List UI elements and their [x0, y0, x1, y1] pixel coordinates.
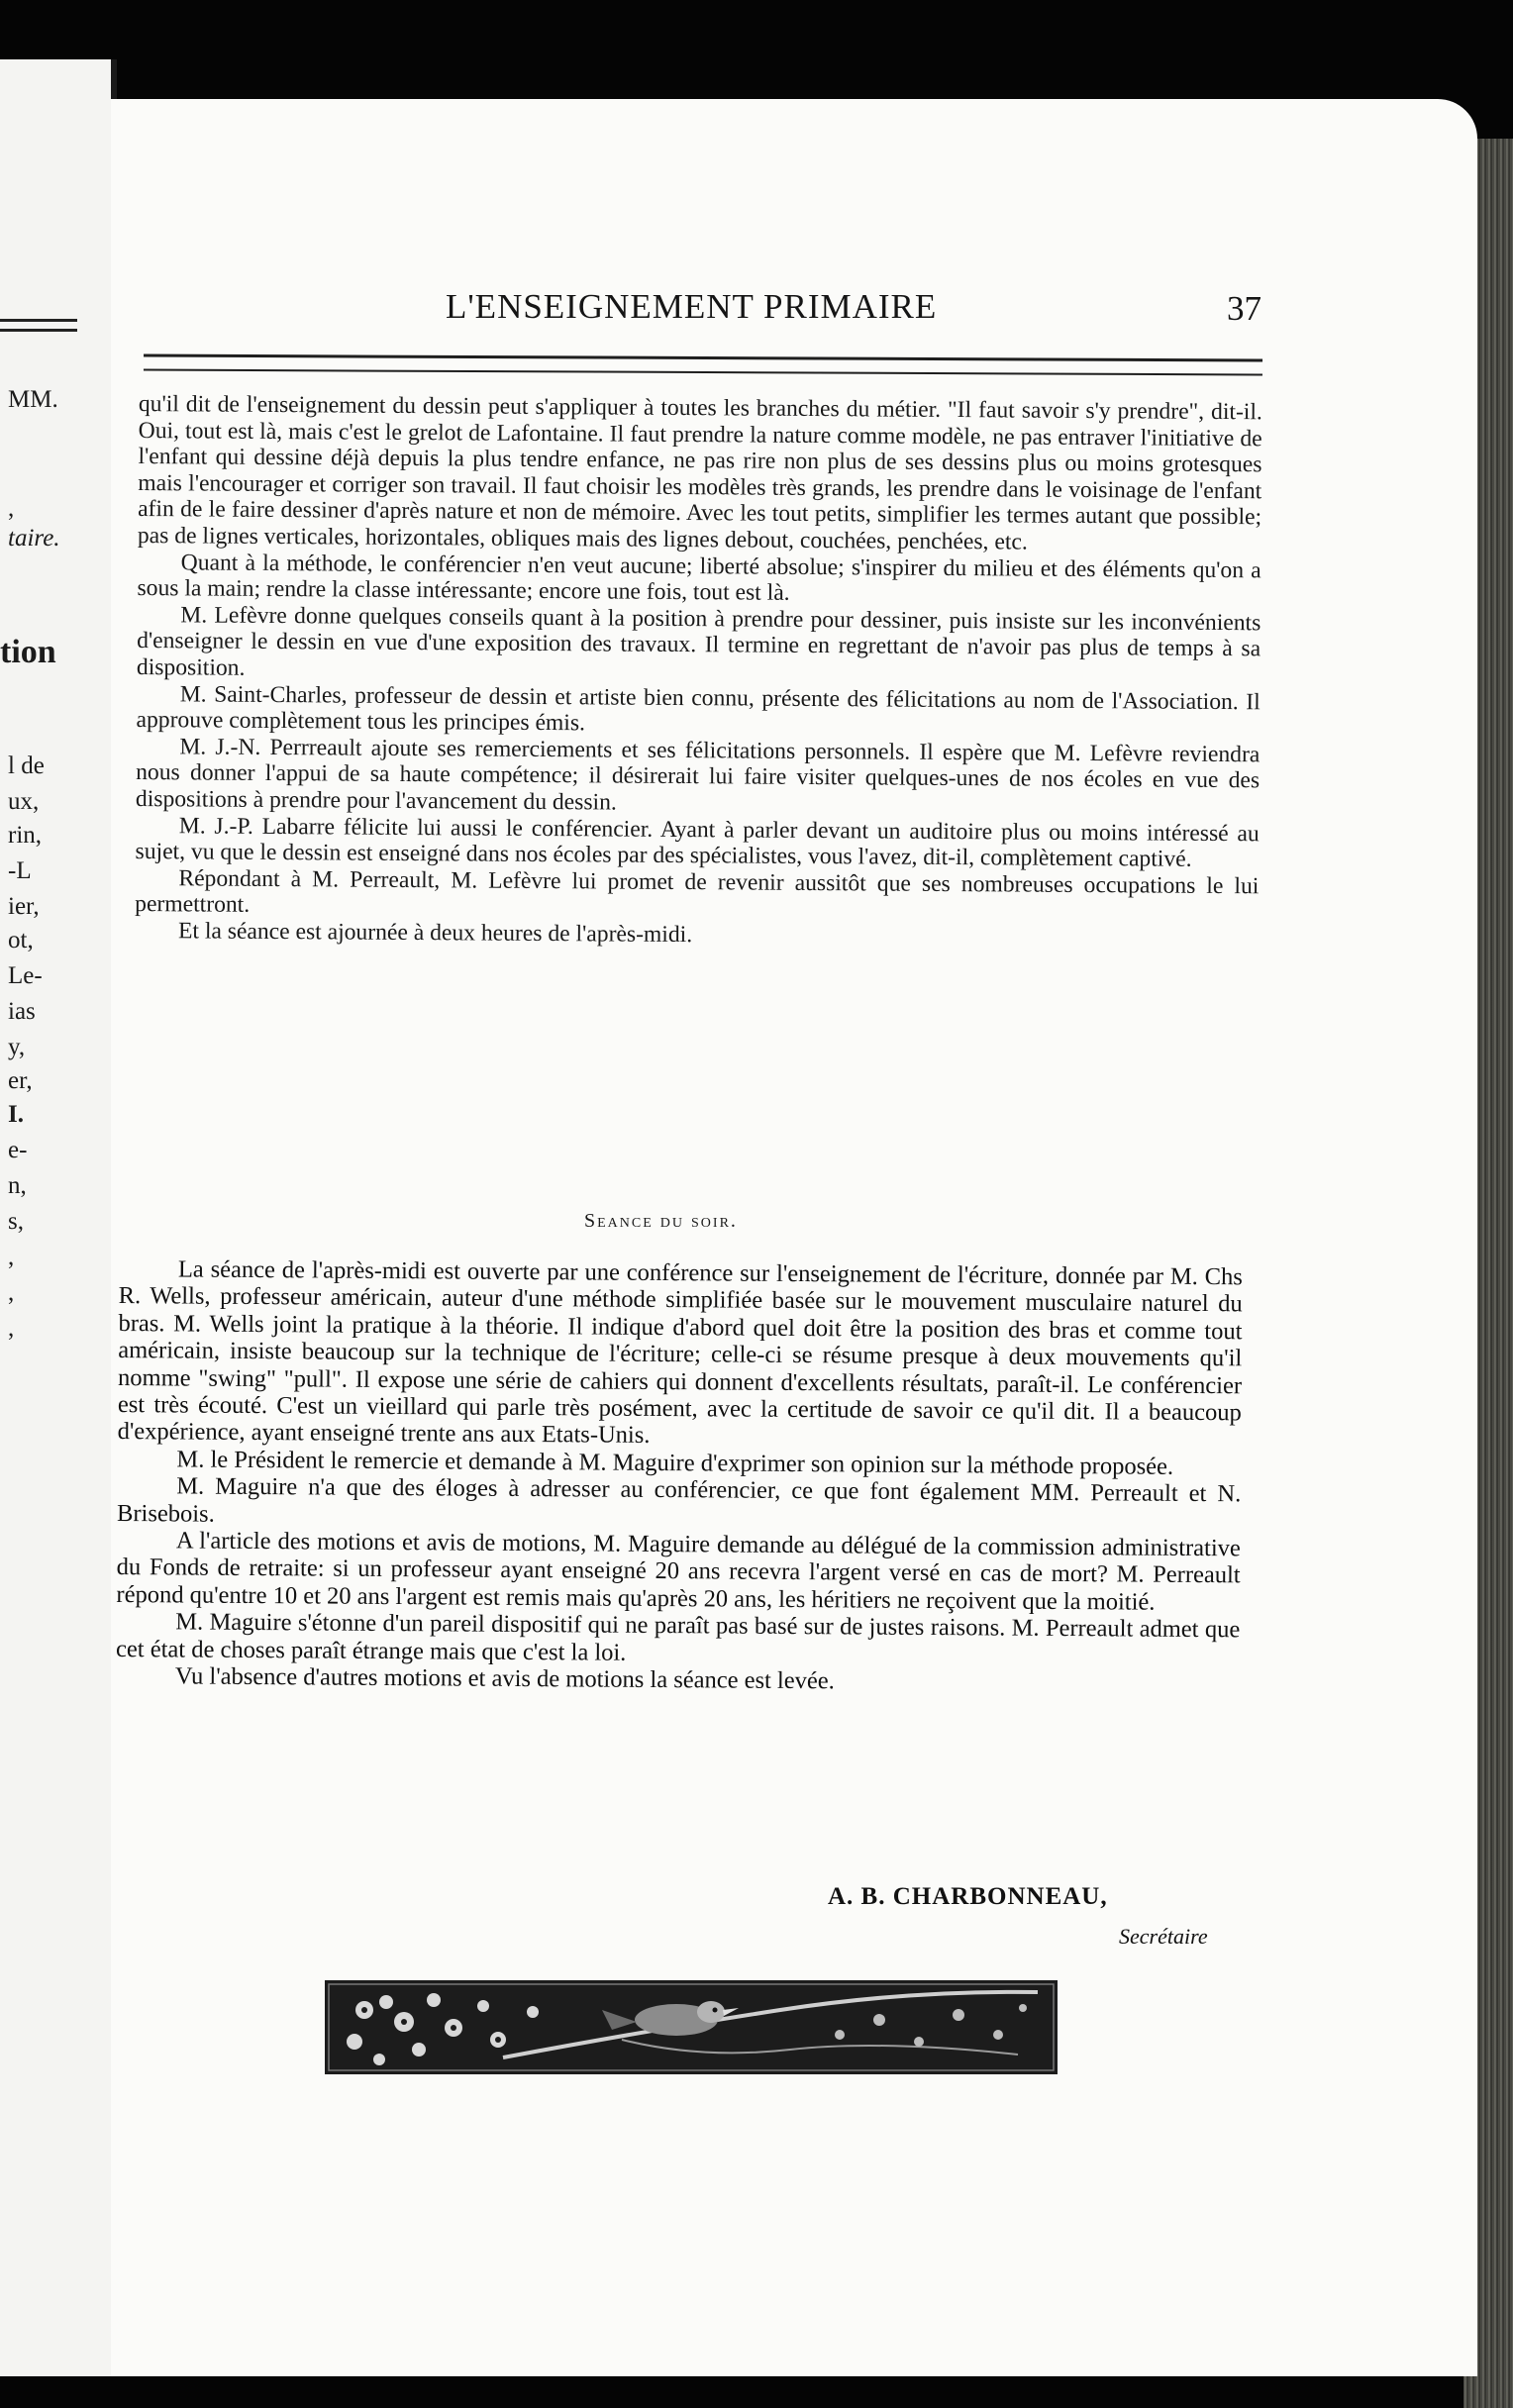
paragraph: M. J.-P. Labarre félicite lui aussi le conférencier. Ayant à parler devant un auditoire plus ou moins intéressé au sujet, vu que le dessin est enseigné dans nos écoles par des spécialistes, vous l'avez, dit-il, complètement captivé.	[135, 812, 1260, 872]
paragraph: M. Maguire n'a que des éloges à adresser au conférencier, ce que font également MM. Perreault et N. Brisebois.	[116, 1472, 1242, 1528]
facing-page-fragment: I.	[8, 1101, 24, 1128]
paragraph: Quant à la méthode, le conférencier n'en veut aucune; liberté absolue; s'inspirer du milieu et des éléments qu'on a sous la main; rendre la classe intéressante; encore une fois, tout est là.	[137, 549, 1261, 606]
paragraph: M. Saint-Charles, professeur de dessin et artiste bien connu, présente des félicitations au nom de l'Association. Il approuve complètement tous les principes émis.	[136, 680, 1261, 737]
facing-page-fragment: taire.	[8, 525, 60, 552]
signature-name: A. B. CHARBONNEAU,	[828, 1883, 1108, 1910]
facing-page-fragment: ,	[8, 1244, 15, 1270]
paragraph: qu'il dit de l'enseignement du dessin peut s'appliquer à toutes les branches du métier. "Il faut savoir s'y prendre", dit-il. Oui, tout est là, mais c'est le grelot de Lafontaine. Il faut prendre la nature comme modèle, ne pas entraver l'initiative de l'enfant qui dessine déjà depuis la plus tendre enfance, ne pas rire non plus de ses dessins plus ou moins grotesques mais l'encourager et corriger son travail. Il faut choisir les modèles très grands, les prendre dans le voisinage de l'enfant afin de le faire dessiner d'après nature et non de mémoire. Avec les tout petits, simplifier les termes autant que possible; pas de lignes verticales, horizontales, obliques mais des lignes debout, couchées, penchées, etc.	[137, 391, 1262, 555]
facing-page	[0, 59, 117, 2376]
page-title: L'ENSEIGNEMENT PRIMAIRE	[446, 287, 938, 326]
facing-page-fragment: ias	[8, 998, 36, 1025]
facing-page-fragment: rin,	[8, 822, 43, 849]
decorative-bird-vignette	[325, 1980, 1058, 2079]
paragraph: La séance de l'après-midi est ouverte par une conférence sur l'enseignement de l'écriture, donnée par M. Chs R. Wells, professeur américain, auteur d'une méthode simplifiée basée sur le mouvement musculaire naturel du bras. M. Wells joint la pratique à la théorie. Il indique d'abord quel doit être la position des bras et comme tout américain, insiste beaucoup sur la technique de l'écriture; celle-ci se résume presque à deux mouvements qu'il nomme "swing" "pull". Il expose une série de cahiers qui donnent d'excellents résultats, paraît-il. Le conférencier est très écouté. C'est un vieillard qui parle très posément, avec la certitude de savoir ce qu'il dit. Il a beaucoup d'expérience, ayant enseigné trente ans aux Etats-Unis.	[117, 1255, 1243, 1450]
facing-page-fragment: er,	[8, 1067, 33, 1094]
facing-page-fragment: s,	[8, 1208, 24, 1235]
evening-session-text	[116, 1255, 1243, 1698]
facing-page-fragment: y,	[8, 1034, 26, 1060]
paragraph: M. Lefèvre donne quelques conseils quant à la position à prendre pour dessiner, puis insiste sur les inconvénients d'enseigner le dessin en vue d'une exposition des travaux. Il termine en regrettant de n'avoir pas plus de temps à sa disposition.	[136, 602, 1261, 681]
paragraph: Répondant à M. Perreault, M. Lefèvre lui promet de revenir aussitôt que ses nombreuses occupations le lui permettront.	[135, 864, 1260, 919]
paragraph: M. J.-N. Perrreault ajoute ses remerciements et ses félicitations personnels. Il espère que M. Lefèvre reviendra nous donner l'appui de sa haute compétence; il désirerait lui faire visiter quelques-unes de nos écoles en vue des dispositions à prendre pour l'avancement du dessin.	[135, 734, 1261, 816]
facing-page-fragment: ier,	[8, 893, 40, 920]
facing-page-fragment: e-	[8, 1137, 28, 1163]
paragraph: M. le Président le remercie et demande à M. Maguire d'exprimer son opinion sur la méthode proposée.	[176, 1446, 1174, 1480]
page-number: 37	[1227, 289, 1261, 328]
section-heading: Seance du soir.	[584, 1210, 738, 1232]
facing-page-fragment: l de	[8, 752, 45, 779]
facing-page-fragment: Le-	[8, 962, 43, 989]
facing-page-fragment: n,	[8, 1172, 27, 1199]
running-header	[446, 287, 1261, 337]
paragraph: M. Maguire s'étonne d'un pareil dispositif qui ne paraît pas basé sur de justes raisons. M. Perreault admet que cet état de choses paraît étrange mais que c'est la loi.	[115, 1608, 1241, 1666]
facing-page-fragment: tion	[0, 634, 56, 670]
paragraph: Et la séance est ajournée à deux heures de l'après-midi.	[177, 918, 693, 948]
facing-page-fragment: ot,	[8, 927, 34, 953]
facing-page-fragment: ,	[8, 495, 15, 522]
facing-page-rule	[0, 329, 77, 332]
facing-page-rule	[0, 319, 77, 322]
morning-session-text	[135, 391, 1262, 953]
facing-page-fragment: ,	[8, 1315, 15, 1342]
paragraph: A l'article des motions et avis de motions, M. Maguire demande au délégué de la commission administrative du Fonds de retraite: si un professeur ayant enseigné 20 ans recevra l'argent versé en cas de mort? M. Perreault répond qu'entre 10 et 20 ans l'argent est remis mais qu'après 20 ans, les héritiers ne reçoivent que la moitié.	[116, 1527, 1241, 1616]
facing-page-fragment: ,	[8, 1279, 15, 1306]
signature-role: Secrétaire	[1119, 1924, 1208, 1949]
facing-page-fragment: ux,	[8, 788, 40, 815]
facing-page-fragment: -L	[8, 857, 32, 884]
facing-page-fragment: MM.	[8, 386, 58, 413]
paragraph: Vu l'absence d'autres motions et avis de motions la séance est levée.	[174, 1662, 835, 1695]
